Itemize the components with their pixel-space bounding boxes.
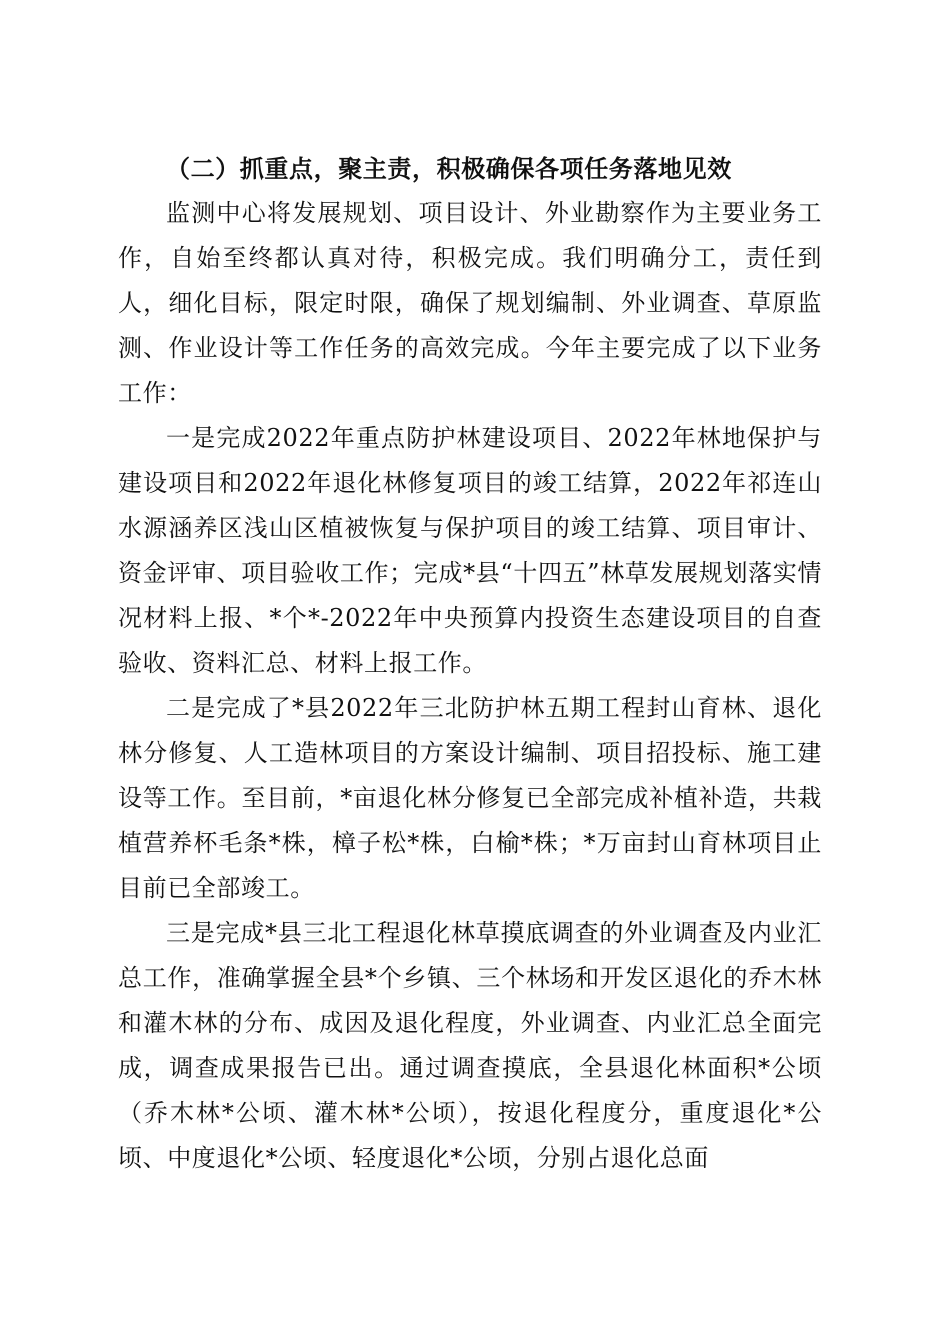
paragraph-item-two: 二是完成了*县2022年三北防护林五期工程封山育林、退化林分修复、人工造林项目的方案设计编制、项目招投标、施工建设等工作。至目前，*亩退化林分修复已全部完成补植补造，共栽植营养杯毛条*株，樟子松*株，白榆*株；*万亩封山育林项目止目前已全部竣工。 [118, 694, 822, 902]
paragraph-item-one: 一是完成2022年重点防护林建设项目、2022年林地保护与建设项目和2022年退化林修复项目的竣工结算，2022年祁连山水源涵养区浅山区植被恢复与保护项目的竣工结算、项目审计、资金评审、项目验收工作；完成*县“十四五”林草发展规划落实情况材料上报、*个*-2022年中央预算内投资生态建设项目的自查验收、资料汇总、材料上报工作。 [118, 424, 822, 677]
section-heading: （二）抓重点，聚主责，积极确保各项任务落地见效 [166, 154, 732, 183]
document-body [118, 146, 822, 1181]
paragraph-item-three: 三是完成*县三北工程退化林草摸底调查的外业调查及内业汇总工作，准确掌握全县*个乡镇、三个林场和开发区退化的乔木林和灌木林的分布、成因及退化程度，外业调查、内业汇总全面完成，调查成果报告已出。通过调查摸底，全县退化林面积*公顷（乔木林*公顷、灌木林*公顷），按退化程度分，重度退化*公顷、中度退化*公顷、轻度退化*公顷，分别占退化总面 [118, 919, 822, 1172]
paragraph-intro: 监测中心将发展规划、项目设计、外业勘察作为主要业务工作，自始至终都认真对待，积极完成。我们明确分工，责任到人，细化目标，限定时限，确保了规划编制、外业调查、草原监测、作业设计等工作任务的高效完成。今年主要完成了以下业务工作： [118, 199, 822, 407]
